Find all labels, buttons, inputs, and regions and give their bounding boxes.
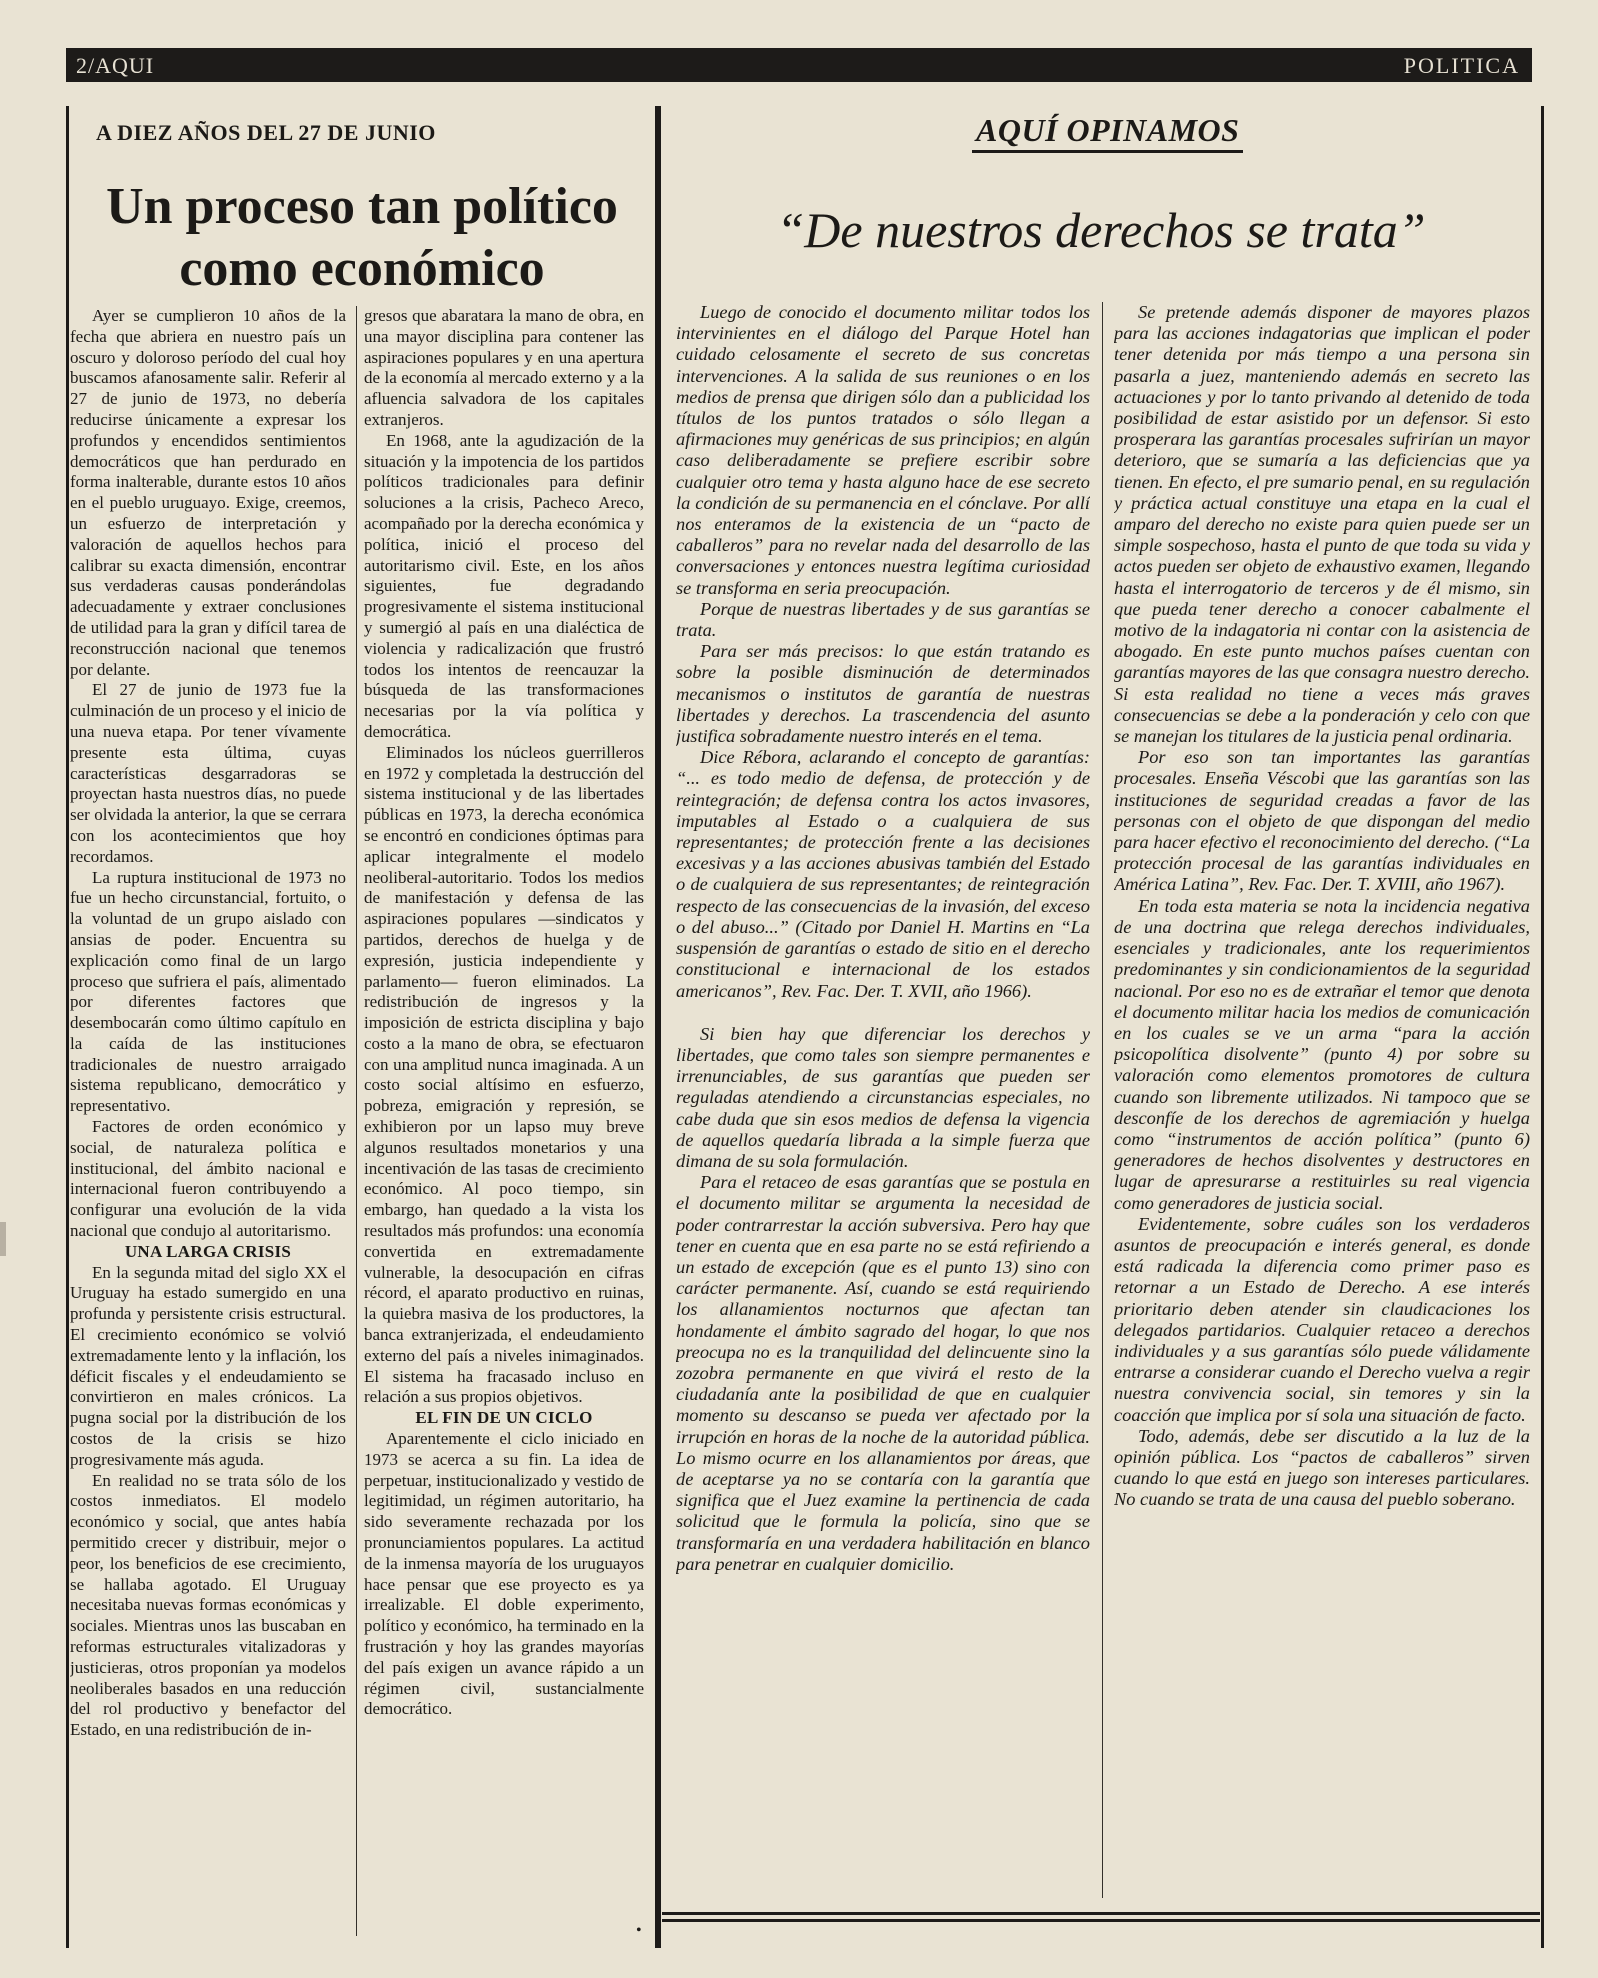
paragraph: Para el retaceo de esas garantías que se postula en el documento militar se argumenta la necesidad de poder contrarrestar la acción subversiva. Pero hay que tener en cuenta que en esa parte no se está refiriendo a un estado de excepción (que es el punto 13) sino con carácter permanente. Así, cuando se está requiriendo los allanamientos nocturnos que afectan tan hondamente el ámbito sagrado del hogar, lo que nos preocupa no es la tranquilidad del delincuente sino la zozobra permanente en que vivirá el resto de la ciudadanía ante la posibilidad de que en cualquier momento su descanso se pueda ver afectado por la irrupción en horas de la noche de la autoridad pública. Lo mismo ocurre en los allanamientos por áreas, que de aceptarse ya no se contaría con la garantía que significa que el Juez examine la pertinencia de cada solicitud que le formula la policía, sino que se transformaría en una verdadera habilitación en blanco para penetrar en cualquier domicilio.	[676, 1172, 1090, 1574]
section-label: POLITICA	[1403, 53, 1520, 78]
paragraph: Se pretende además disponer de mayores plazos para las acciones indagatorias que implican el poder tener detenida por más tiempo a una persona sin pasarla a juez, manteniendo además en secreto las actuaciones y por lo tanto privando al detenido de toda posibilidad de estar asistido por un defensor. Si esto prosperara las garantías procesales sufrirían un mayor deterioro, que se sumaría a las deficiencias que ya tienen. En efecto, el pre sumario penal, en su regulación y práctica actual constituye una etapa en la cual el amparo del derecho no existe para quien puede ser un simple sospechoso, hasta el punto de que toda su vida y actos pueden ser objeto de exhaustivo examen, llegando hasta el interrogatorio de terceros y de él mismo, sin que pueda tener derecho a conocer cabalmente el motivo de la indagatoria ni contar con la asistencia de abogado. En este punto muchos países cuentan con garantías mayores de las que consagra nuestro derecho. Si esta realidad no tiene a veces más graves consecuencias se debe a la ponderación y celo con que se manejan los titulares de la justicia penal ordinaria.	[1114, 302, 1530, 747]
editorial-column-2	[1114, 302, 1530, 1908]
article-kicker: A DIEZ AÑOS DEL 27 DE JUNIO	[96, 120, 436, 145]
column-divider	[356, 306, 357, 1936]
paragraph: En toda esta materia se nota la incidencia negativa de una doctrina que relega derechos individuales, esenciales y tradicionales, ante los requerimientos predominantes y sin condicionamientos de la seguridad nacional. Por eso no es de extrañar el temor que denota el documento militar hacia los medios de comunicación en los cuales se ve un arma “para la acción psicopolítica disolvente” (punto 4) por sobre su valoración como elementos promotores de cultura cuando son libremente utilizados. Ni tampoco que se desconfíe de los derechos de agremiación y huelga como “instrumentos de acción política” (punto 6) generadores de hechos disolventes y destructores en lugar de apresurarse a restituirles su real vigencia como generadores de justicia social.	[1114, 895, 1530, 1213]
column-divider	[1102, 302, 1103, 1898]
editorial-bottom-rule	[662, 1912, 1540, 1922]
article-headline: Un proceso tan político como económico	[106, 178, 618, 297]
paragraph: Factores de orden económico y social, de naturaleza política e institucional, del ámbito nacional e internacional fueron contribuyendo a configurar una evolución de la vida nacional que condujo al autoritarismo.	[70, 1117, 346, 1241]
page-number-label: 2/AQUI	[76, 53, 155, 78]
paragraph: La ruptura institucional de 1973 no fue un hecho circunstancial, fortuito, o la voluntad de un grupo aislado con ansias de poder. Encuentra su explicación como final de un largo proceso que sufriera el país, alimentado por diferentes factores que desembocarán como último capítulo en la caída de las instituciones tradicionales de nuestro arraigado sistema republicano, democrático y representativo.	[70, 867, 346, 1116]
paragraph: En la segunda mitad del siglo XX el Uruguay ha estado sumergido en una profunda y persistente crisis estructural. El crecimiento económico se volvió extremadamente lento y la inflación, los déficit fiscales y el endeudamiento se convirtieron en males crónicos. La pugna social por la distribución de los costos de la crisis se hizo progresivamente más aguda.	[70, 1262, 346, 1469]
subheading-el-fin-de-un-ciclo: EL FIN DE UN CICLO	[415, 1408, 593, 1428]
article-column-2	[364, 306, 644, 1942]
aqui-opinamos-logo: AQUÍ OPINAMOS	[972, 112, 1243, 153]
paragraph: Por eso son tan importantes las garantías procesales. Enseña Véscobi que las garantías son las instituciones de seguridad creadas a favor de las personas con el objeto de que dispongan del medio para hacer efectivo el reconocimiento del derecho. (“La protección procesal de las garantías individuales en América Latina”, Rev. Fac. Der. T. XVIII, año 1967).	[1114, 747, 1530, 895]
article-end-mark: •	[636, 1922, 642, 1939]
paragraph: Evidentemente, sobre cuáles son los verdaderos asuntos de preocupación e interés general, es donde está radicada la diferencia como primer paso es retornar a un Estado de Derecho. A ese interés prioritario deben atender sin claudicaciones los delegados partidarios. Cualquier retaceo a derechos individuales y a sus garantías sólo puede válidamente entrarse a considerar cuando el Derecho vuelva a regir nuestra convivencia social, sin temores y sin la coacción que implica por sí sola una situación de facto.	[1114, 1213, 1530, 1425]
subheading-una-larga-crisis: UNA LARGA CRISIS	[124, 1241, 292, 1261]
paragraph: Eliminados los núcleos guerrilleros en 1972 y completada la destrucción del sistema institucional y de las libertades públicas en 1973, la derecha económica se encontró en condiciones óptimas para aplicar integralmente el modelo neoliberal-autoritario. Todos los medios de manifestación y defensa de las aspiraciones populares —sindicatos y partidos, derechos de huelga y de expresión, justicia independiente y parlamento— fueron eliminados. La redistribución de ingresos y la imposición de estricta disciplina y bajo costo a la mano de obra, se efectuaron con una amplitud nunca imaginada. A un costo social altísimo en esfuerzo, pobreza, emigración y represión, se exhibieron por un lapso muy breve algunos resultados monetarios y una incentivación de las tasas de crecimiento económico. Al poco tiempo, sin embargo, han quedado a la vista los resultados más profundos: una economía convertida en extremadamente vulnerable, la desocupación en cifras récord, el aparato productivo en ruinas, la quiebra masiva de los productores, la banca extranjerizada, el endeudamiento externo del país a niveles inimaginados. El sistema ha fracasado incluso en relación a sus propios objetivos.	[364, 742, 644, 1407]
paragraph: En 1968, ante la agudización de la situación y la impotencia de los partidos políticos tradicionales para definir soluciones a la crisis, Pacheco Areco, acompañado por la derecha económica y política, inició el proceso del autoritarismo civil. Este, en los años siguientes, fue degradando progresivamente el sistema institucional y sumergió al país en una dialéctica de violencia y radicalización que frustró todos los intentos de reencauzar la búsqueda de las transformaciones necesarias por la vía política y democrática.	[364, 430, 644, 741]
editorial-column-1	[676, 302, 1090, 1908]
paragraph: En realidad no se trata sólo de los costos inmediatos. El modelo económico y social, que antes había permitido crecer y distribuir, mejor o peor, los beneficios de ese crecimiento, se hallaba agotado. El Uruguay necesitaba nuevas formas económicas y sociales. Mientras unos las buscaban en reformas estructurales vitalizadoras y justicieras, otros proponían ya modelos neoliberales basados en una reducción del rol productivo y benefactor del Estado, en una redistribución de in-	[70, 1470, 346, 1740]
paragraph: Ayer se cumplieron 10 años de la fecha que abriera en nuestro país un oscuro y doloroso período del cual hoy buscamos afanosamente salir. Referir al 27 de junio de 1973, no debería reducirse únicamente a expresar los profundos y encendidos sentimientos democráticos que han perdurado en forma inalterable, durante estos 10 años en el pueblo uruguayo. Exige, creemos, un esfuerzo de interpretación y valoración de aquellos hechos para calibrar su exacta dimensión, encontrar sus verdaderas causas ponderándolas adecuadamente y extraer conclusiones de utilidad para la gran y difícil tarea de reconstrucción nacional que tenemos por delante.	[70, 306, 346, 679]
paragraph: Todo, además, debe ser discutido a la luz de la opinión pública. Los “pactos de caballeros” sirven cuando lo que está en juego son intereses particulares. No cuando se trata de una causa del pueblo soberano.	[1114, 1425, 1530, 1510]
scan-edge-mark	[0, 1222, 6, 1256]
paragraph: Luego de conocido el documento militar todos los intervinientes en el diálogo del Parque Hotel han cuidado celosamente el secreto de sus concretas intervenciones. A la salida de sus reuniones o en los medios de prensa que dirigen sólo dan a publicidad los títulos de los puntos tratados o sólo llegan a afirmaciones muy genéricas de sus principios; en algún caso deliberadamente se prefiere escribir sobre cualquier otro tema y hasta alguno hace de ese secreto la condición de su permanencia en el cónclave. Por allí nos enteramos de la existencia de un “pacto de caballeros” para no revelar nada del desarrollo de las conversaciones y entonces nuestra legítima curiosidad se transforma en seria preocupación.	[676, 302, 1090, 598]
paragraph: El 27 de junio de 1973 fue la culminación de un proceso y el inicio de una nueva etapa. Por tener vívamente presente esta última, cuyas características desgarradoras se proyectan hasta nuestros días, no puede ser olvidada la anterior, la que se cerrara con los acontecimientos que hoy recordamos.	[70, 680, 346, 866]
editorial-headline: “De nuestros derechos se trata”	[776, 202, 1426, 258]
paragraph: Dice Rébora, aclarando el concepto de garantías: “... es todo medio de defensa, de protección y de reintegración; de defensa contra los actos invasores, imputables al Estado o a cualquiera de sus representantes; de protección frente a las decisiones excesivas y a las acciones abusivas también del Estado o de cualquiera de sus representantes; de reintegración respecto de las consecuencias de la invasión, del exceso o del abuso...” (Citado por Daniel H. Martins en “La suspensión de garantías o estado de sitio en el derecho constitucional e internacional de los estados americanos”, Rev. Fac. Der. T. XVII, año 1966).	[676, 747, 1090, 1001]
paragraph: Porque de nuestras libertades y de sus garantías se trata.	[676, 598, 1090, 641]
page-header-bar	[66, 48, 1532, 82]
paragraph: Aparentemente el ciclo iniciado en 1973 se acerca a su fin. La idea de perpetuar, institucionalizado y vestido de legitimidad, un régimen autoritario, ha sido severamente rechazada por los pronunciamientos populares. La actitud de la inmensa mayoría de los uruguayos hace pensar que ese proyecto es ya irrealizable. El doble experimento, político y económico, ha terminado en la frustración y hoy las grandes mayorías del país exigen un avance rápido a un régimen civil, sustancialmente democrático.	[364, 1429, 644, 1719]
article-column-1	[70, 306, 346, 1942]
paragraph: Si bien hay que diferenciar los derechos y libertades, que como tales son siempre permanentes e irrenunciables, de sus garantías que pueden ser reguladas atendiendo a circunstancias especiales, no cabe duda que sin esos medios de defensa la vigencia de aquellos quedaría librada a la simple fuerza que dimana de su sola formulación.	[676, 1023, 1090, 1171]
paragraph: gresos que abaratara la mano de obra, en una mayor disciplina para contener las aspiraciones populares y en una apertura de la economía al mercado externo y a la afluencia salvadora de los capitales extranjeros.	[364, 306, 644, 429]
paragraph: Para ser más precisos: lo que están tratando es sobre la posible disminución de determinados mecanismos o institutos de garantía de nuestras libertades y derechos. La trascendencia del asunto justifica sobradamente nuestro interés en el tema.	[676, 641, 1090, 747]
